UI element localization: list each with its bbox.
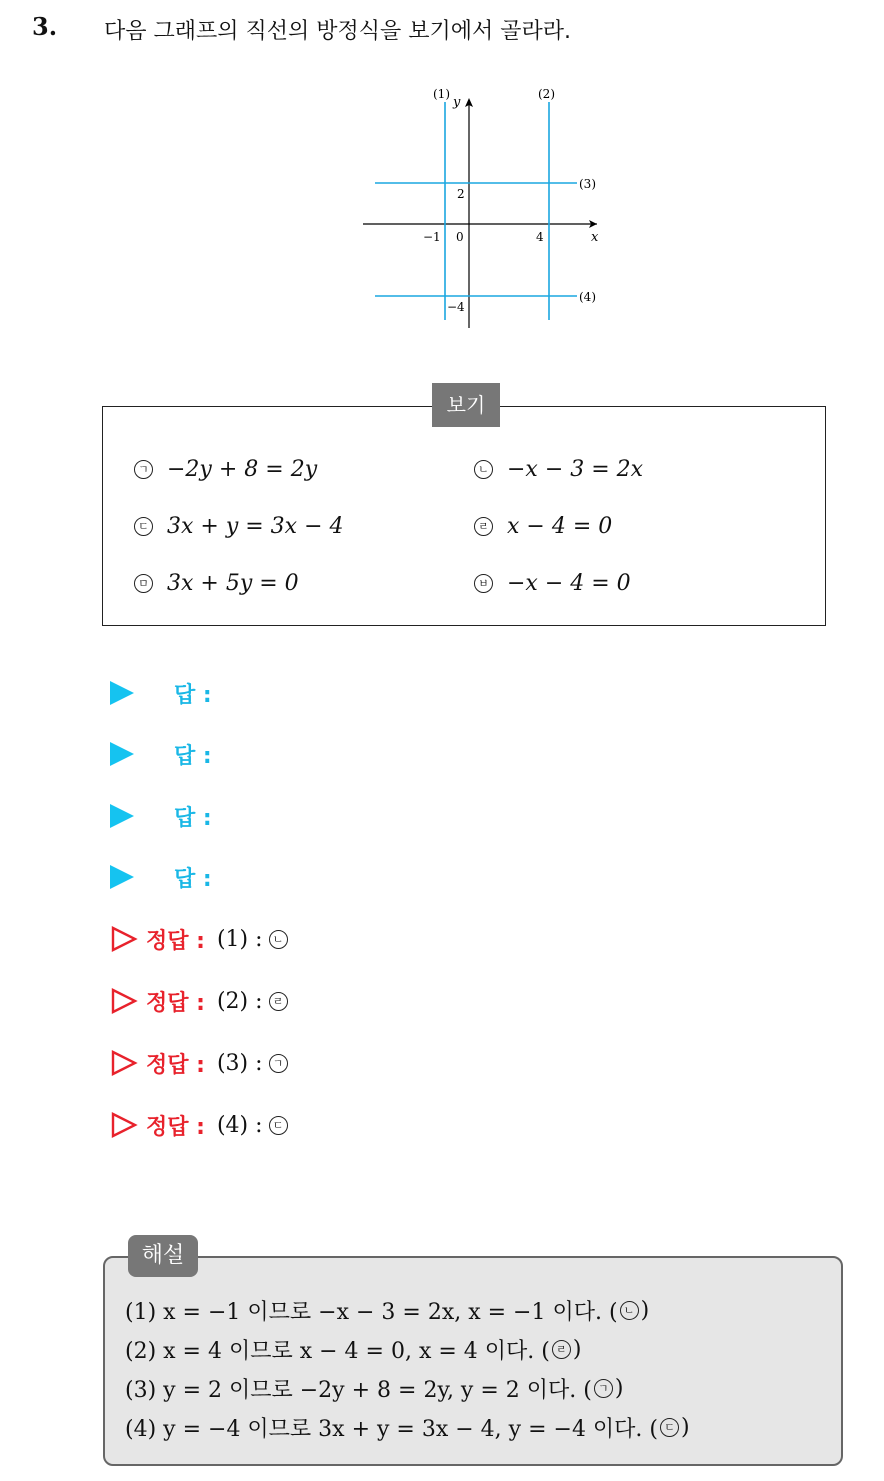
solution-label: 정답 : xyxy=(146,1114,205,1140)
choice-marker: ㄷ xyxy=(134,517,153,536)
choice-marker: ㄹ xyxy=(474,517,493,536)
choice-marker: ㄱ xyxy=(134,460,153,479)
outline-arrow-icon xyxy=(110,926,138,952)
question-text: 다음 그래프의 직선의 방정식을 보기에서 골라라. xyxy=(104,19,572,44)
solution-value xyxy=(217,1113,288,1138)
line-4-label: (4) xyxy=(579,290,596,304)
explanation-text: (1) x = −1 이므로 −x − 3 = 2x, x = −1 이다. ( xyxy=(125,1300,618,1325)
solution-text: (2) : xyxy=(216,988,263,1014)
play-arrow-icon xyxy=(110,742,134,766)
choice-1 xyxy=(134,457,317,482)
y-axis-label: y xyxy=(453,95,461,110)
explanation-marker: ㄷ xyxy=(660,1418,679,1437)
choice-equation: x − 4 = 0 xyxy=(507,514,613,539)
solution-row-3 xyxy=(110,1043,288,1083)
choice-marker: ㅂ xyxy=(474,574,493,593)
choice-equation: −2y + 8 = 2y xyxy=(167,457,318,482)
solution-marker: ㄴ xyxy=(269,930,288,949)
line-1-label: (1) xyxy=(433,87,450,101)
play-arrow-icon xyxy=(110,865,134,889)
explanation-close: ) xyxy=(614,1376,624,1401)
explanation-marker: ㄹ xyxy=(552,1340,571,1359)
choice-5 xyxy=(134,571,299,596)
x-tick-neg1: −1 xyxy=(423,230,441,244)
answer-row-4 xyxy=(110,857,212,897)
choice-4 xyxy=(474,514,612,539)
play-arrow-icon xyxy=(110,681,134,705)
explanation-text: (4) y = −4 이므로 3x + y = 3x − 4, y = −4 이다. ( xyxy=(125,1417,659,1442)
choice-equation: −x − 3 = 2x xyxy=(507,457,644,482)
outline-arrow-icon xyxy=(110,1112,138,1138)
x-axis-label: x xyxy=(591,230,599,245)
answer-row-1 xyxy=(110,673,212,713)
origin-label: 0 xyxy=(456,230,464,244)
line-2-label: (2) xyxy=(538,87,555,101)
solution-text: (3) : xyxy=(216,1050,263,1076)
solution-row-2 xyxy=(110,981,288,1021)
y-tick-2: 2 xyxy=(457,187,465,201)
solution-text: (4) : xyxy=(216,1112,263,1138)
choice-6 xyxy=(474,571,631,596)
solution-marker: ㄱ xyxy=(269,1054,288,1073)
explanation-marker: ㄴ xyxy=(620,1301,639,1320)
choice-marker: ㅁ xyxy=(134,574,153,593)
choices-title: 보기 xyxy=(432,383,500,427)
solution-label: 정답 : xyxy=(146,1052,205,1078)
line-graph xyxy=(355,80,605,330)
outline-arrow-icon xyxy=(110,988,138,1014)
choice-marker: ㄴ xyxy=(474,460,493,479)
outline-arrow-icon xyxy=(110,1050,138,1076)
play-arrow-icon xyxy=(110,804,134,828)
answer-label: 답 : xyxy=(174,866,212,892)
choice-equation: −x − 4 = 0 xyxy=(507,571,631,596)
solution-row-4 xyxy=(110,1105,288,1145)
question-number: 3. xyxy=(32,12,58,41)
explanation-line-4 xyxy=(125,1412,690,1443)
explanation-line-1 xyxy=(125,1295,649,1326)
y-tick-neg4: −4 xyxy=(447,300,465,314)
explanation-title: 해설 xyxy=(128,1235,198,1277)
solution-text: (1) : xyxy=(216,926,263,952)
x-tick-4: 4 xyxy=(536,230,544,244)
explanation-close: ) xyxy=(681,1415,690,1440)
solution-marker: ㄷ xyxy=(269,1116,288,1135)
explanation-line-3 xyxy=(125,1373,623,1404)
choice-3 xyxy=(134,514,344,539)
explanation-text: (3) y = 2 이므로 −2y + 8 = 2y, y = 2 이다. ( xyxy=(125,1378,592,1403)
solution-label: 정답 : xyxy=(146,990,205,1016)
choice-equation: 3x + 5y = 0 xyxy=(167,571,299,596)
answer-label: 답 : xyxy=(174,682,212,708)
answer-row-2 xyxy=(110,734,212,774)
answer-row-3 xyxy=(110,796,212,836)
explanation-marker: ㄱ xyxy=(594,1379,613,1398)
explanation-text: (2) x = 4 이므로 x − 4 = 0, x = 4 이다. ( xyxy=(125,1339,550,1364)
choice-2 xyxy=(474,457,643,482)
answer-label: 답 : xyxy=(174,805,212,831)
line-3-label: (3) xyxy=(579,177,596,191)
solution-row-1 xyxy=(110,919,288,959)
solution-value xyxy=(217,989,288,1014)
answer-label: 답 : xyxy=(174,743,212,769)
solution-marker: ㄹ xyxy=(269,992,288,1011)
solution-value xyxy=(217,1051,288,1076)
choice-equation: 3x + y = 3x − 4 xyxy=(167,514,344,539)
explanation-line-2 xyxy=(125,1334,581,1365)
solution-value xyxy=(217,927,288,952)
explanation-close: ) xyxy=(640,1298,650,1323)
explanation-close: ) xyxy=(572,1337,582,1362)
solution-label: 정답 : xyxy=(146,928,205,954)
